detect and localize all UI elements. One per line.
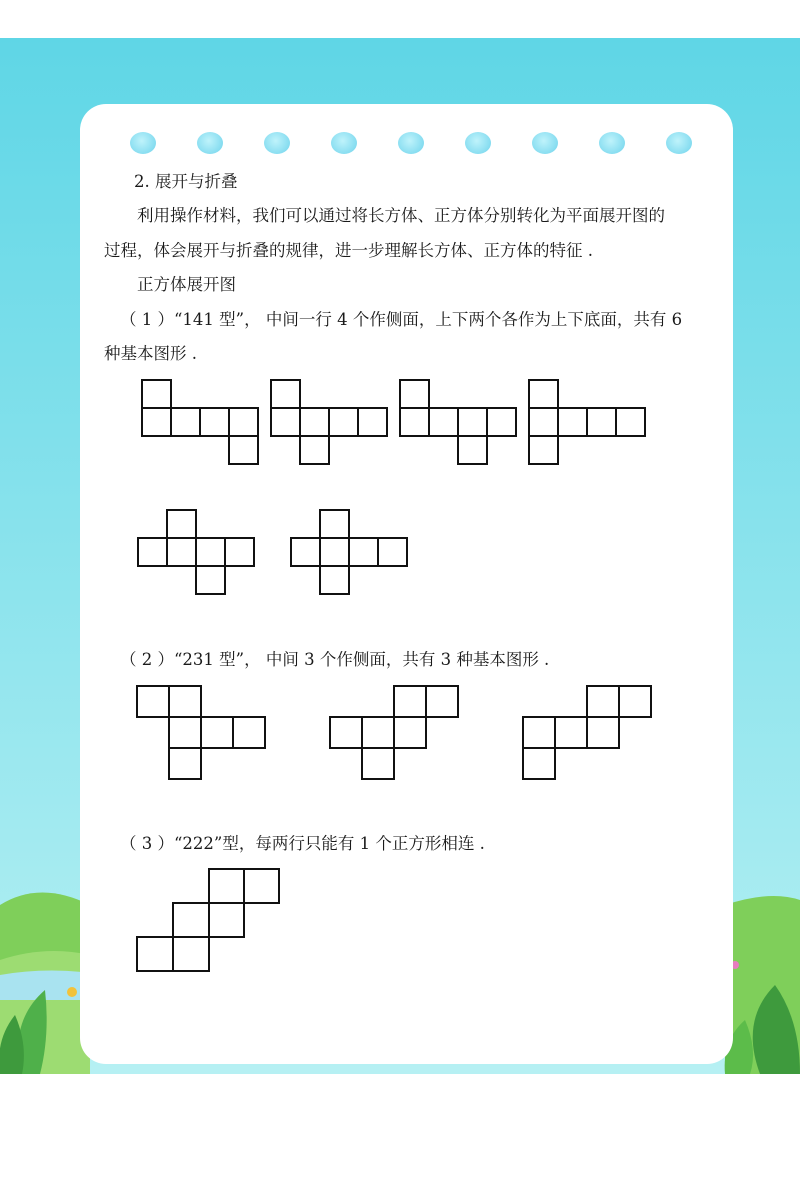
net-231-b xyxy=(330,686,458,779)
net-231-c xyxy=(523,686,651,779)
type-222-description: （ 3 ）“222”型，每两行只能有 1 个正方形相连 . xyxy=(120,834,485,853)
net-141-e xyxy=(138,510,254,594)
type-141-description: 种基本图形 . xyxy=(104,344,197,363)
net-141-b xyxy=(271,380,387,464)
net-141-f xyxy=(291,510,407,594)
net-141-a xyxy=(142,380,258,464)
net-141-c xyxy=(400,380,516,464)
type-231-description: （ 2 ）“231 型”， 中间 3 个作侧面，共有 3 种基本图形 . xyxy=(120,650,550,669)
net-222 xyxy=(137,869,279,971)
intro-paragraph-line: 利用操作材料，我们可以通过将长方体、正方体分别转化为平面展开图的 xyxy=(137,206,665,225)
type-141-description: （ 1 ）“141 型”， 中间一行 4 个作侧面，上下两个各作为上下底面，共有 6 xyxy=(120,310,683,329)
intro-paragraph-line: 过程，体会展开与折叠的规律，进一步理解长方体、正方体的特征 . xyxy=(104,241,593,260)
net-231-a xyxy=(137,686,265,779)
section-title: 2. 展开与折叠 xyxy=(134,172,238,191)
subheading: 正方体展开图 xyxy=(137,275,236,294)
net-141-d xyxy=(529,380,645,464)
